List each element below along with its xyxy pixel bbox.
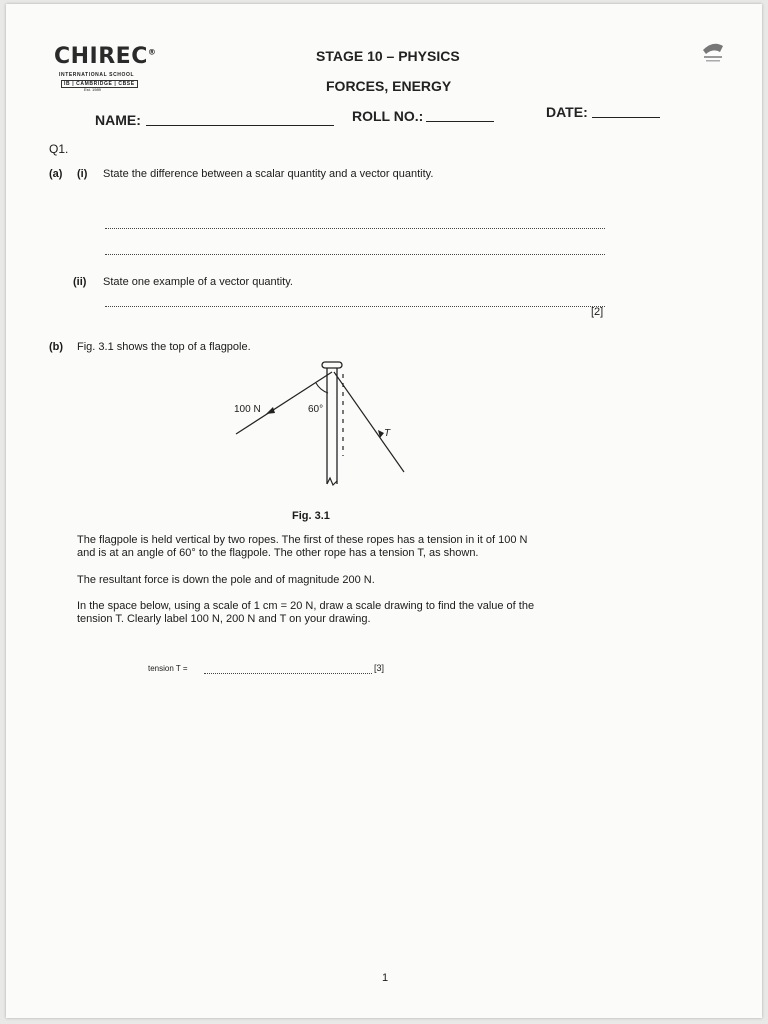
- answer-line[interactable]: [105, 254, 605, 255]
- page-number: 1: [382, 972, 389, 984]
- paragraph-1-line-2: and is at an angle of 60° to the flagpole. The other rope has a tension T, as shown.: [77, 547, 479, 559]
- part-a-ii-label: (ii): [73, 276, 87, 288]
- part-a-i-label: (i): [77, 168, 88, 180]
- question-number: Q1.: [49, 142, 69, 156]
- worksheet-title: STAGE 10 – PHYSICS: [316, 48, 460, 64]
- worksheet-topic: FORCES, ENERGY: [326, 78, 452, 94]
- answer-line[interactable]: [105, 228, 605, 229]
- part-a-i-question: State the difference between a scalar quantity and a vector quantity.: [103, 168, 434, 180]
- answer-line[interactable]: [105, 306, 605, 307]
- school-logo: [54, 44, 156, 69]
- paragraph-2: The resultant force is down the pole and of magnitude 200 N.: [77, 574, 375, 586]
- part-a-label: (a): [49, 168, 63, 180]
- flagpole-finial: [322, 362, 342, 368]
- flagpole-figure: [220, 356, 410, 496]
- rope-100n: [236, 372, 332, 434]
- logo-boards: IB | CAMBRIDGE | CBSE: [61, 80, 138, 88]
- scale-drawing-space[interactable]: [77, 632, 607, 662]
- angle-60-arc: [316, 383, 328, 393]
- part-a-marks: [2]: [591, 306, 604, 318]
- logo-registered-mark: ®: [147, 47, 157, 57]
- label-t: T: [384, 428, 391, 439]
- worksheet-page: [6, 4, 762, 1018]
- name-field[interactable]: [146, 125, 334, 126]
- flagpole-break: [327, 478, 337, 485]
- paragraph-1-line-1: The flagpole is held vertical by two ropes. The first of these ropes has a tension in it of 100 N: [77, 534, 528, 546]
- figure-caption: Fig. 3.1: [292, 510, 330, 522]
- part-a-ii-question: State one example of a vector quantity.: [103, 276, 293, 288]
- tension-marks: [3]: [374, 663, 385, 673]
- rope-100n-arrowhead: [266, 407, 275, 414]
- tension-label: tension T =: [148, 664, 188, 673]
- paragraph-3-line-2: tension T. Clearly label 100 N, 200 N and T on your drawing.: [77, 613, 371, 625]
- tension-answer-line[interactable]: [204, 673, 372, 674]
- logo-established: Est. 1989: [84, 87, 101, 92]
- roll-number-label: ROLL NO.:: [352, 108, 424, 124]
- paragraph-3-line-1: In the space below, using a scale of 1 cm = 20 N, draw a scale drawing to find the value of the: [77, 600, 535, 612]
- part-b-label: (b): [49, 341, 64, 353]
- name-label: NAME:: [95, 112, 141, 128]
- label-angle-60: 60°: [308, 404, 324, 415]
- part-b-intro: Fig. 3.1 shows the top of a flagpole.: [77, 341, 251, 353]
- roll-number-field[interactable]: [426, 121, 494, 122]
- rope-t: [334, 372, 404, 472]
- logo-tagline: INTERNATIONAL SCHOOL: [59, 72, 135, 78]
- date-label: DATE:: [546, 104, 588, 120]
- date-field[interactable]: [592, 117, 660, 118]
- corner-emblem-icon: [700, 40, 726, 68]
- label-100n: 100 N: [234, 404, 261, 415]
- logo-text: CHIREC: [54, 44, 148, 69]
